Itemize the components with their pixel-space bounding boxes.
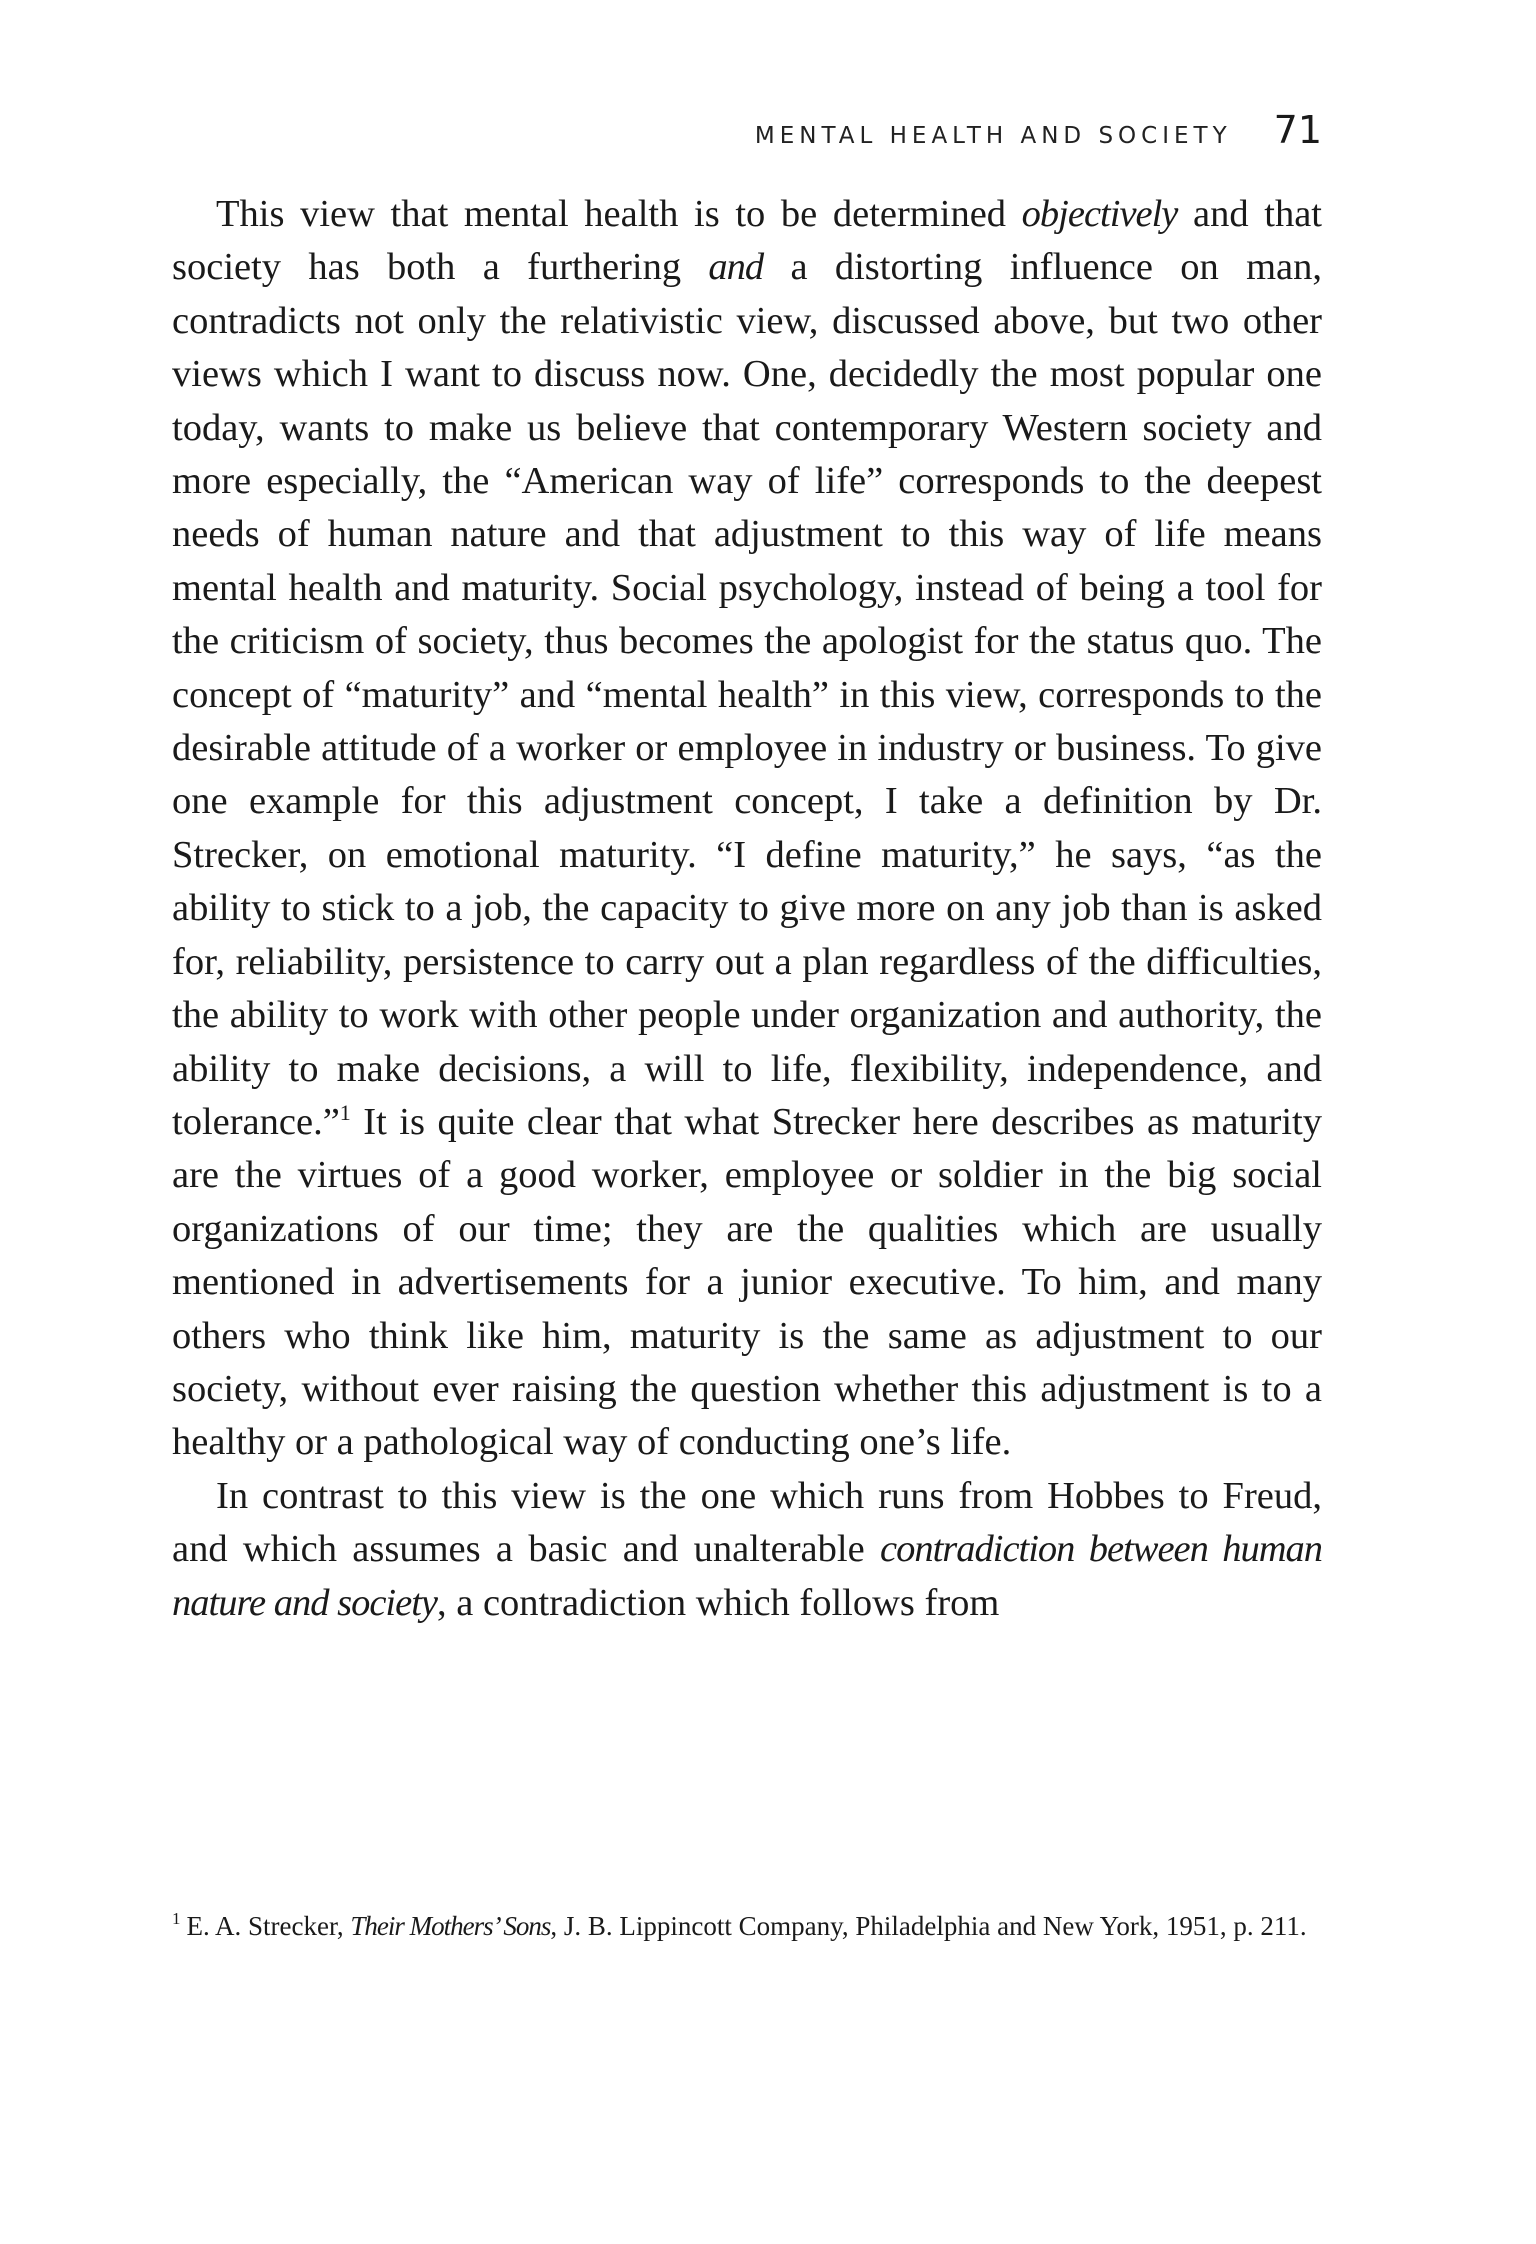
text-span: a distorting influence on man, contradicts not only the relativistic view, discussed above, but two other views which I want to discuss now. One, decidedly the most popular one today, wants to make us believe that contemporary Western society and more especially, the “American way of life” corresponds to the deepest needs of human nature and that adjustment to this way of life means mental health and maturity. Social psychology, instead of being a tool for the criticism of society, thus becomes the apologist for the status quo. The concept of “maturity” and “mental health” in this view, corresponds to the desirable attitude of a worker or employee in industry or business. To give one example for this adjustment concept, I take a definition by Dr. Strecker, on emotional maturity. “I define maturity,” he says, “as the ability to stick to a job, the capacity to give more on any job than is asked for, reliability, persistence to carry out a plan regardless of the difficulties, the ability to work with other people under organization and authority, the ability to make decisions, a will to life, flexibility, independence, and tolerance.” <box>172 246 1322 1143</box>
footnote-reference[interactable]: 1 <box>339 1099 351 1125</box>
emphasis: contradiction between human nature and society <box>172 1528 1322 1624</box>
footnote-title: Their Mothers’ Sons <box>350 1911 551 1941</box>
text-span: This view that mental health is to be determined <box>216 193 1022 235</box>
emphasis: objectively <box>1021 193 1178 235</box>
footnote <box>172 1906 1322 1946</box>
text-span: It is quite clear that what Strecker here describes as maturity are the virtues of a good worker, employee or soldier in the big social organizations of our time; they are the qualities which are usually mentioned in advertisements for a junior executive. To him, and many others who think like him, maturity is the same as adjustment to our society, without ever raising the question whether this adjustment is to a healthy or a pathological way of conducting one’s life. <box>172 1100 1322 1464</box>
paragraph <box>172 188 1322 1470</box>
text-span: In contrast to this view is the one which runs from Hobbes to Freud, and which assumes a basic and unalterable <box>172 1474 1322 1571</box>
text-span: and that society has both a furthering <box>172 193 1322 289</box>
emphasis: and <box>708 246 764 289</box>
text-span: , a contradiction which follows from <box>436 1581 1000 1624</box>
footnote-author: E. A. Strecker, <box>186 1911 351 1941</box>
paragraph <box>172 1470 1322 1630</box>
footnote-marker: 1 <box>172 1909 181 1928</box>
body-text <box>172 188 1322 1630</box>
running-head <box>172 108 1322 152</box>
footnote-citation: , J. B. Lippincott Company, Philadelphia and New York, 1951, p. 211. <box>550 1911 1307 1941</box>
page-number: 71 <box>1273 108 1322 152</box>
running-title: MENTAL HEALTH AND SOCIETY <box>754 123 1232 149</box>
